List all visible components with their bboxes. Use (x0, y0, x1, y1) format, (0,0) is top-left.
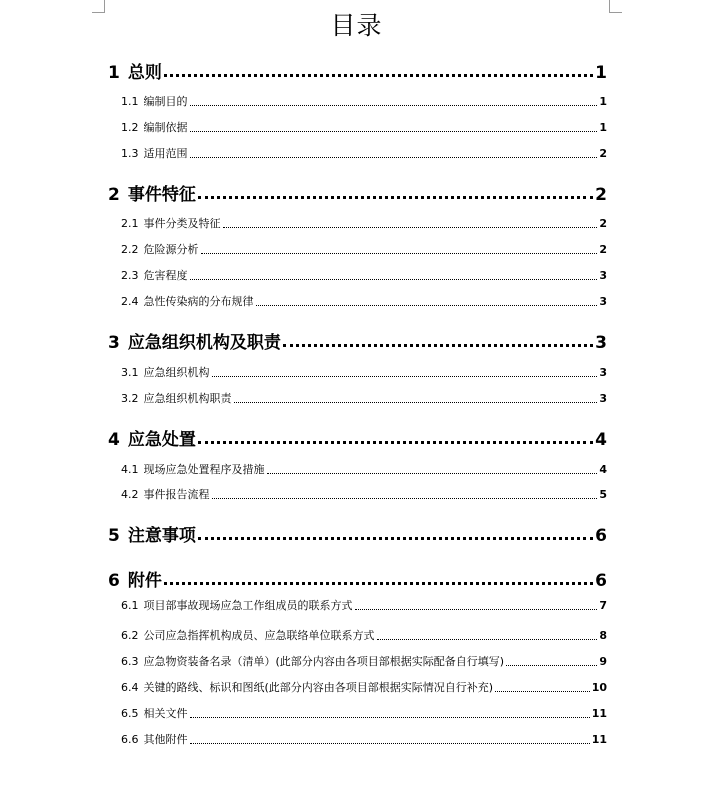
toc-page-number: 4 (595, 430, 607, 450)
toc-page-number: 7 (599, 599, 607, 612)
toc-entry-title: 危险源分析 (143, 243, 199, 256)
toc-page-number: 5 (599, 488, 607, 501)
toc-entry-number: 4.1 (121, 463, 139, 476)
toc-entry-title: 相关文件 (143, 707, 188, 720)
toc-dot-leader (198, 196, 593, 199)
toc-dot-leader (164, 582, 593, 585)
toc-entry-number: 1 (108, 63, 120, 83)
toc-section-entry[interactable] (121, 653, 607, 669)
toc-entry-number: 2.3 (121, 269, 139, 282)
toc-page-number: 3 (599, 392, 607, 405)
toc-section-entry[interactable] (121, 731, 607, 747)
toc-entry-title: 应急组织机构 (143, 366, 210, 379)
toc-entry-number: 1.1 (121, 95, 139, 108)
toc-chapter-entry[interactable] (108, 180, 607, 204)
toc-entry-number: 2.2 (121, 243, 139, 256)
toc-entry-title: 关键的路线、标识和图纸(此部分内容由各项目部根据实际情况自行补充) (143, 681, 494, 694)
toc-page-number: 6 (595, 526, 607, 546)
toc-page-number: 2 (599, 147, 607, 160)
toc-section-entry[interactable] (121, 119, 607, 135)
toc-entry-number: 3 (108, 333, 120, 353)
toc-dot-leader (190, 105, 598, 106)
toc-section-entry[interactable] (121, 486, 607, 502)
toc-entry-title: 危害程度 (143, 269, 188, 282)
toc-entry-number: 4 (108, 430, 120, 450)
toc-title: 目录 (330, 11, 383, 40)
toc-entry-title: 公司应急指挥机构成员、应急联络单位联系方式 (143, 629, 375, 642)
toc-entry-number: 3.1 (121, 366, 139, 379)
toc-section-entry[interactable] (121, 241, 607, 257)
toc-entry-number: 5 (108, 526, 120, 546)
toc-section-entry[interactable] (121, 597, 607, 613)
toc-dot-leader (190, 279, 598, 280)
toc-entry-title: 事件分类及特征 (143, 217, 221, 230)
toc-dot-leader (198, 441, 593, 444)
toc-entry-title: 附件 (127, 571, 162, 591)
toc-entry-title: 总则 (127, 63, 162, 83)
toc-page-number: 11 (591, 733, 607, 746)
toc-entry-title: 应急组织机构及职责 (127, 333, 281, 353)
toc-page-number: 2 (599, 217, 607, 230)
toc-section-entry[interactable] (121, 364, 607, 380)
toc-page-number: 2 (595, 185, 607, 205)
toc-entry-title: 应急处置 (127, 430, 196, 450)
toc-section-entry[interactable] (121, 267, 607, 283)
toc-entry-title: 项目部事故现场应急工作组成员的联系方式 (143, 599, 353, 612)
toc-page-number: 1 (599, 95, 607, 108)
toc-entry-number: 2.1 (121, 217, 139, 230)
toc-entry-number: 1.2 (121, 121, 139, 134)
toc-dot-leader (198, 537, 593, 540)
toc-page-number: 1 (595, 63, 607, 83)
toc-entry-title: 适用范围 (143, 147, 188, 160)
toc-dot-leader (256, 305, 598, 306)
toc-page-number: 3 (599, 366, 607, 379)
toc-dot-leader (212, 376, 598, 377)
toc-entry-number: 6.6 (121, 733, 139, 746)
toc-entry-title: 应急物资装备名录（清单）(此部分内容由各项目部根据实际配备自行填写) (143, 655, 505, 668)
toc-entry-title: 其他附件 (143, 733, 188, 746)
toc-chapter-entry[interactable] (108, 58, 607, 82)
toc-dot-leader (506, 665, 597, 666)
toc-dot-leader (190, 131, 598, 132)
toc-dot-leader (283, 344, 593, 347)
toc-chapter-entry[interactable] (108, 328, 607, 352)
toc-dot-leader (201, 253, 598, 254)
toc-dot-leader (234, 402, 598, 403)
toc-entry-title: 编制目的 (143, 95, 188, 108)
toc-entry-number: 6 (108, 571, 120, 591)
toc-section-entry[interactable] (121, 627, 607, 643)
toc-entry-number: 2.4 (121, 295, 139, 308)
toc-section-entry[interactable] (121, 93, 607, 109)
toc-entry-title: 事件报告流程 (143, 488, 210, 501)
toc-entry-number: 3.2 (121, 392, 139, 405)
toc-page-number: 3 (595, 333, 607, 353)
toc-page-number: 10 (591, 681, 607, 694)
toc-chapter-entry[interactable] (108, 521, 607, 545)
toc-dot-leader (164, 74, 593, 77)
toc-chapter-entry[interactable] (108, 425, 607, 449)
toc-entry-title: 编制依据 (143, 121, 188, 134)
toc-entry-number: 6.2 (121, 629, 139, 642)
toc-dot-leader (190, 157, 598, 158)
toc-entry-number: 1.3 (121, 147, 139, 160)
toc-page-number: 11 (591, 707, 607, 720)
toc-dot-leader (377, 639, 598, 640)
toc-dot-leader (267, 473, 598, 474)
toc-dot-leader (212, 498, 598, 499)
toc-section-entry[interactable] (121, 390, 607, 406)
toc-section-entry[interactable] (121, 215, 607, 231)
toc-page-number: 8 (599, 629, 607, 642)
toc-entry-title: 应急组织机构职责 (143, 392, 232, 405)
toc-page-number: 4 (599, 463, 607, 476)
toc-entry-number: 2 (108, 185, 120, 205)
toc-entry-number: 6.5 (121, 707, 139, 720)
toc-entry-title: 事件特征 (127, 185, 196, 205)
toc-dot-leader (355, 609, 598, 610)
toc-dot-leader (223, 227, 598, 228)
toc-chapter-entry[interactable] (108, 566, 607, 590)
toc-entry-title: 现场应急处置程序及措施 (143, 463, 265, 476)
toc-entry-number: 6.3 (121, 655, 139, 668)
toc-section-entry[interactable] (121, 293, 607, 309)
toc-dot-leader (190, 743, 590, 744)
toc-section-entry[interactable] (121, 679, 607, 695)
toc-entry-number: 4.2 (121, 488, 139, 501)
toc-page-number: 6 (595, 571, 607, 591)
toc-dot-leader (190, 717, 590, 718)
toc-entry-number: 6.4 (121, 681, 139, 694)
toc-page-number: 3 (599, 295, 607, 308)
toc-entry-title: 注意事项 (127, 526, 196, 546)
toc-section-entry[interactable] (121, 145, 607, 161)
toc-entry-number: 6.1 (121, 599, 139, 612)
toc-section-entry[interactable] (121, 461, 607, 477)
toc-entry-title: 急性传染病的分布规律 (143, 295, 254, 308)
toc-dot-leader (495, 691, 590, 692)
toc-page-number: 3 (599, 269, 607, 282)
toc-page-number: 1 (599, 121, 607, 134)
toc-page-number: 9 (599, 655, 607, 668)
toc-section-entry[interactable] (121, 705, 607, 721)
toc-page-number: 2 (599, 243, 607, 256)
